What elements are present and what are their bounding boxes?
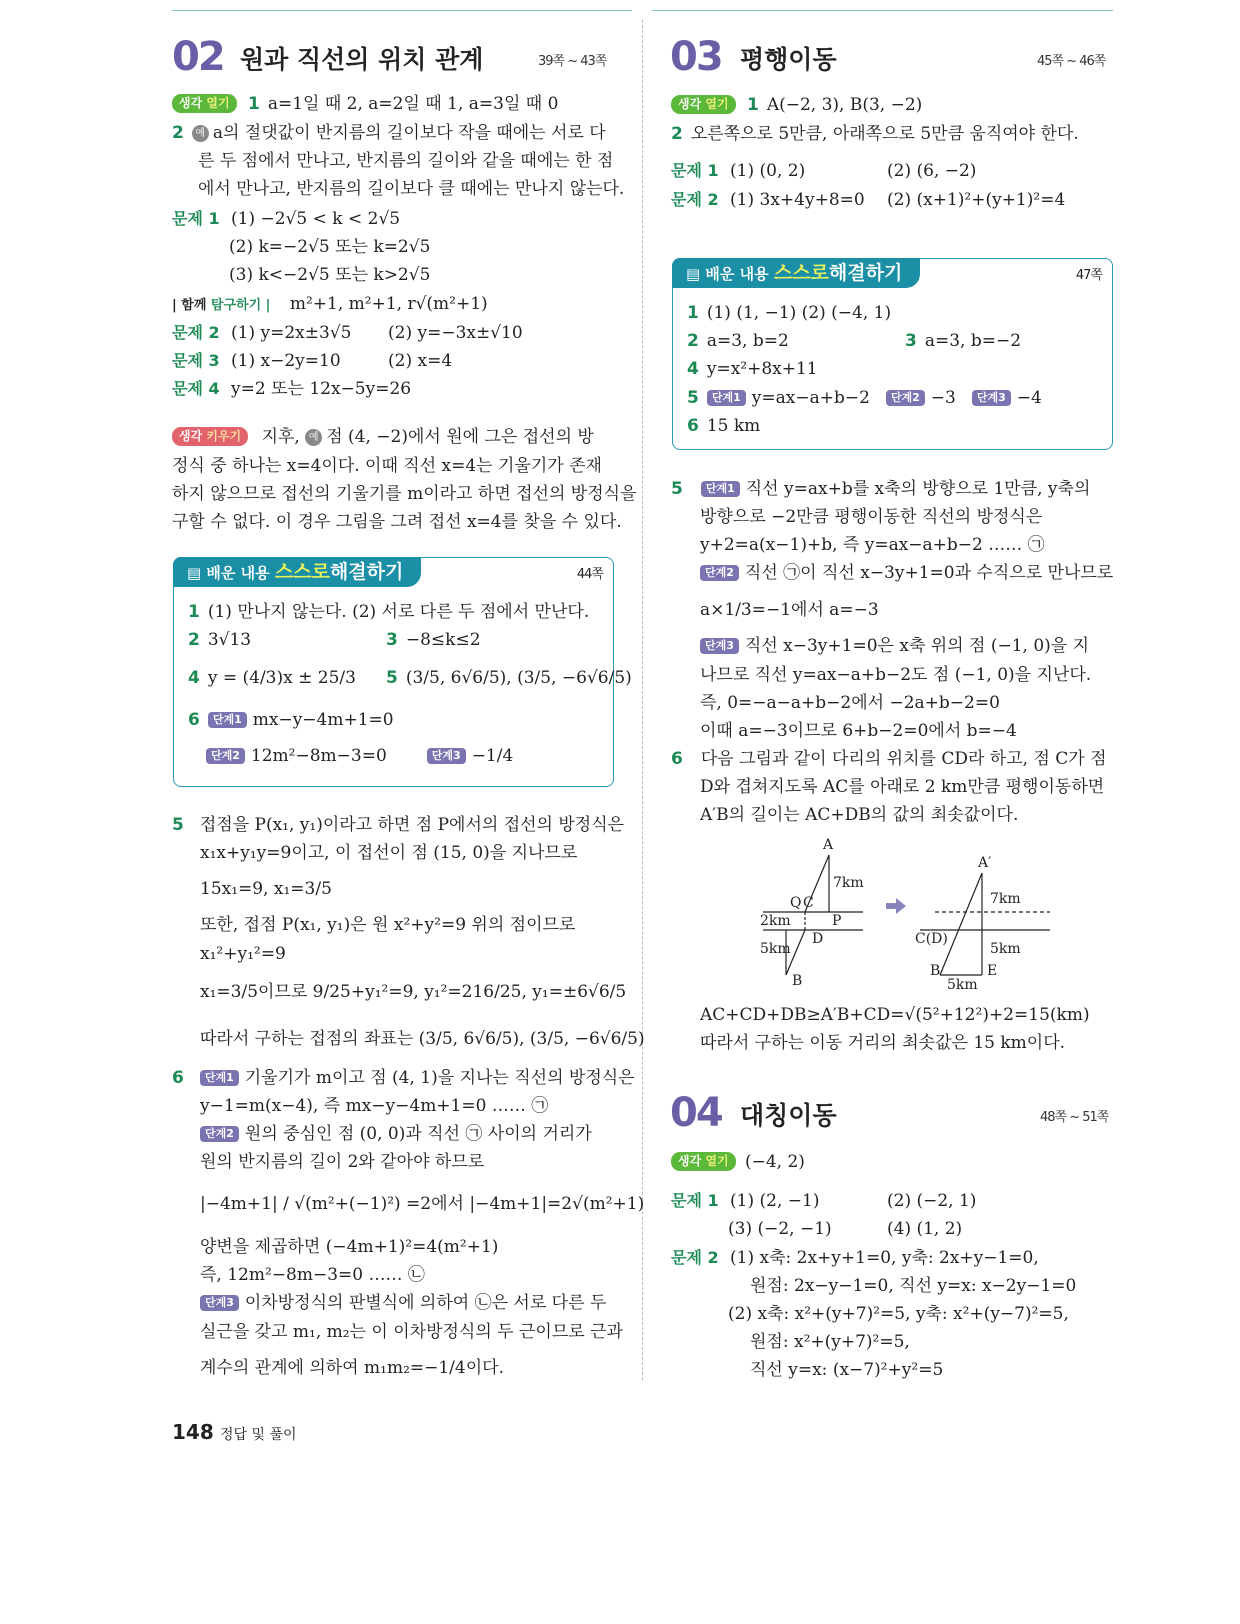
top-rule-right: [652, 10, 1113, 11]
self-check-box: [173, 557, 632, 787]
figure-label: B: [792, 973, 803, 989]
solution-5-line: y+2=a(x−1)+b, 즉 y=ax−a+b−2 …… ㉠: [700, 535, 1045, 555]
footer-label: 정답 및 풀이: [220, 1427, 297, 1443]
answer: (2) (6, −2): [887, 161, 977, 181]
solution-5-line: x₁²+y₁²=9: [200, 944, 286, 964]
box-item: 3 a=3, b=−2: [905, 331, 1022, 351]
problem-4: [172, 375, 411, 403]
solution-6-line: 단계2 원의 중심인 점 (0, 0)과 직선 ㉠ 사이의 거리가: [200, 1120, 592, 1148]
answer: (2) y=−3x±√10: [388, 323, 523, 343]
solution-5-line: 방향으로 −2만큼 평행이동한 직선의 방정식은: [700, 507, 1043, 527]
answer: m²+1, m²+1, r√(m²+1): [289, 294, 488, 314]
section-number: 04: [670, 1090, 722, 1136]
open-item-2: 2 오른쪽으로 5만큼, 아래쪽으로 5만큼 움직여야 한다.: [671, 124, 1079, 144]
problem-2: 문제 2 (1) x축: 2x+y+1=0, y축: 2x+y−1=0,: [671, 1248, 1039, 1268]
open-item-2: [172, 119, 606, 147]
figure-label: 2km: [760, 913, 791, 929]
figure-label: E: [987, 963, 998, 979]
text: 점 (4, −2)에서 원에 그은 접선의 방: [326, 427, 594, 447]
problem-2: 문제 2 (1) 3x+4y+8=0: [671, 190, 865, 210]
box-item: 6 15 km: [687, 416, 761, 436]
figure-label: P: [832, 913, 842, 929]
box-item: 5 (3/5, 6√6/5), (3/5, −6√6/5): [386, 668, 632, 688]
box-item: 6 단계1 mx−y−4m+1=0: [188, 710, 394, 730]
box-header: ▤ 배운 내용 스스로해결하기: [173, 557, 421, 587]
answer: (2) (x+1)²+(y+1)²=4: [887, 190, 1066, 210]
figure-label: 7km: [833, 875, 864, 891]
answer: (2) (−2, 1): [887, 1191, 977, 1211]
figure-label: 7km: [990, 891, 1021, 907]
solution-5-line: 5 접점을 P(x₁, y₁)이라고 하면 점 P에서의 접선의 방정식은: [172, 815, 625, 835]
problem-label: 문제 2: [172, 323, 220, 342]
answer: 직선 y=x: (x−7)²+y²=5: [750, 1360, 944, 1380]
solution-5-line: 단계2 직선 ㉠이 직선 x−3y+1=0과 수직으로 만나므로: [700, 559, 1113, 587]
solution-6-line: 즉, 12m²−8m−3=0 …… ㉡: [200, 1265, 425, 1285]
open-item-1: [172, 90, 558, 118]
solution-5-line: 이때 a=−3이므로 6+b−2=0에서 b=−4: [700, 721, 1017, 741]
solution-5-line: 따라서 구하는 접점의 좌표는 (3/5, 6√6/5), (3/5, −6√6/5): [200, 1029, 645, 1049]
open-badge: 생각 열기: [172, 94, 237, 113]
answer: (2) k=−2√5 또는 k=2√5: [229, 237, 431, 257]
solution-6-line: AC+CD+DB≥A′B+CD=√(5²+12²)+2=15(km): [700, 1005, 1090, 1025]
example-icon: 예: [192, 125, 209, 142]
answer: (4) (1, 2): [887, 1219, 963, 1239]
problem-label: 문제 4: [172, 379, 220, 398]
problem-1: [172, 205, 400, 233]
section-pages: 39쪽 ~ 43쪽: [538, 54, 607, 69]
top-rule-left: [172, 10, 632, 11]
box-item: 4 y = (4/3)x ± 25/3: [188, 668, 356, 688]
section-title: 평행이동: [740, 45, 837, 74]
solution-5-line: x₁=3/5이므로 9/25+y₁²=9, y₁²=216/25, y₁=±6√6/5: [200, 982, 627, 1002]
solution-6-line: y−1=m(x−4), 즉 mx−y−4m+1=0 …… ㉠: [200, 1096, 549, 1116]
self-check-box: [672, 258, 1113, 450]
think-badge: 생각 키우기: [172, 427, 248, 446]
open-item: 생각 열기 (−4, 2): [671, 1148, 805, 1176]
arrow-right-icon: [886, 898, 906, 914]
solution-5-line: 15x₁=9, x₁=3/5: [200, 879, 332, 899]
page-number: 148: [172, 1420, 214, 1444]
figure-label: C(D): [915, 931, 948, 947]
figure-label: Q: [790, 895, 802, 911]
bridge-figure: [750, 835, 1050, 995]
segment-AB: [940, 873, 982, 975]
solution-6-line: 따라서 구하는 이동 거리의 최솟값은 15 km이다.: [700, 1033, 1066, 1053]
section-number: 02: [172, 34, 224, 80]
box-item: 4 y=x²+8x+11: [687, 359, 818, 379]
answer-line: 에서 만나고, 반지름의 길이보다 클 때에는 만나지 않는다.: [198, 179, 625, 199]
answer: (1) −2√5 < k < 2√5: [231, 209, 401, 229]
solution-6-line: 6 다음 그림과 같이 다리의 위치를 CD라 하고, 점 C가 점: [671, 749, 1107, 769]
text: 지후,: [261, 427, 300, 447]
answer: (2) x=4: [388, 351, 453, 371]
figure-label: 5km: [947, 977, 978, 993]
solution-6-line: 실근을 갖고 m₁, m₂는 이 이차방정식의 두 근이므로 근과: [200, 1322, 623, 1342]
column-divider: [642, 20, 643, 1380]
think-line: 정식 중 하나는 x=4이다. 이때 직선 x=4는 기울기가 존재: [172, 456, 602, 476]
section-title: 원과 직선의 위치 관계: [240, 45, 484, 74]
think-line-1: [172, 423, 594, 451]
box-item: 1 (1) (1, −1) (2) (−4, 1): [687, 303, 892, 323]
problem-label: 문제 1: [172, 209, 220, 228]
solution-6-line: D와 겹쳐지도록 AC를 아래로 2 km만큼 평행이동하면: [700, 777, 1105, 797]
figure-label: B: [930, 963, 941, 979]
solution-6-line: |−4m+1| / √(m²+(−1)²) =2에서 |−4m+1|=2√(m²+1): [200, 1194, 645, 1214]
box-item: 2 a=3, b=2: [687, 331, 789, 351]
answer: y=2 또는 12x−5y=26: [231, 379, 412, 399]
solution-6-line: A′B의 길이는 AC+DB의 값의 최솟값이다.: [700, 805, 1019, 825]
box-item: 5 단계1 y=ax−a+b−2 단계2 −3 단계3 −4: [687, 388, 1042, 408]
box-item: 3 −8≤k≤2: [386, 630, 481, 650]
answer: 원점: x²+(y+7)²=5,: [750, 1332, 910, 1352]
box-item: 2 3√13: [188, 630, 252, 650]
box-page: 44쪽: [576, 567, 603, 582]
solution-5-line: 5 단계1 직선 y=ax+b를 x축의 방향으로 1만큼, y축의: [671, 479, 1091, 499]
step-badge: 단계1: [208, 712, 247, 728]
solution-6-line: 원의 반지름의 길이 2와 같아야 하므로: [200, 1152, 485, 1172]
figure-label: 5km: [760, 941, 791, 957]
example-icon: 예: [305, 429, 322, 446]
problem-3: [172, 347, 341, 375]
figure-label: 5km: [990, 941, 1021, 957]
answer-line: a의 절댓값이 반지름의 길이보다 작을 때에는 서로 다: [212, 123, 606, 143]
open-badge: 생각 열기: [671, 1152, 736, 1171]
figure-label: D: [812, 931, 824, 947]
box-item: 단계2 12m²−8m−3=0 단계3 −1/4: [206, 742, 513, 770]
step-badge: 단계2: [206, 748, 245, 764]
answer: (2) x축: x²+(y+7)²=5, y축: x²+(y−7)²=5,: [728, 1304, 1069, 1324]
solution-5-line: 나므로 직선 y=ax−a+b−2도 점 (−1, 0)을 지난다.: [700, 665, 1092, 685]
explore: [172, 290, 488, 318]
box-item: 1 (1) 만나지 않는다. (2) 서로 다른 두 점에서 만난다.: [188, 602, 590, 622]
explore-label: | 함께 탐구하기 |: [172, 298, 271, 313]
answer: (3) k<−2√5 또는 k>2√5: [229, 265, 431, 285]
solution-6-line: 단계3 이차방정식의 판별식에 의하여 ㉡은 서로 다른 두: [200, 1289, 606, 1317]
answer: (1) x−2y=10: [231, 351, 341, 371]
problem-1: 문제 1 (1) (0, 2): [671, 161, 806, 181]
answer: (1) y=2x±3√5: [231, 323, 352, 343]
open-badge: 생각 열기: [671, 95, 736, 114]
item-number: 1: [247, 94, 260, 114]
solution-6-line: 계수의 관계에 의하여 m₁m₂=−1/4이다.: [200, 1358, 504, 1378]
solution-6-line: 양변을 제곱하면 (−4m+1)²=4(m²+1): [200, 1237, 499, 1257]
answer: (3) (−2, −1): [728, 1219, 832, 1239]
solution-5-line: x₁x+y₁y=9이고, 이 접선이 점 (15, 0)을 지나므로: [200, 843, 578, 863]
figure-label: C: [803, 895, 814, 911]
box-header: ▤ 배운 내용 스스로해결하기: [672, 258, 920, 288]
think-line: 하지 않으므로 접선의 기울기를 m이라고 하면 접선의 방정식을: [172, 484, 637, 504]
solution-6-line: 6 단계1 기울기가 m이고 점 (4, 1)을 지나는 직선의 방정식은: [172, 1068, 635, 1088]
section-number: 03: [670, 34, 722, 80]
answer: a=1일 때 2, a=2일 때 1, a=3일 때 0: [267, 94, 559, 114]
solution-5-line: 또한, 접점 P(x₁, y₁)은 원 x²+y²=9 위의 점이므로: [200, 915, 576, 935]
figure-label: A: [823, 837, 834, 853]
answer-line: 른 두 점에서 만나고, 반지름의 길이와 같을 때에는 한 점: [198, 151, 614, 171]
section-pages: 48쪽 ~ 51쪽: [1040, 1110, 1109, 1125]
box-page: 47쪽: [1075, 268, 1102, 283]
open-item-1: 생각 열기 1 A(−2, 3), B(3, −2): [671, 91, 922, 119]
solution-5-line: a×1/3=−1에서 a=−3: [700, 600, 879, 620]
item-number: 2: [172, 123, 184, 143]
section-pages: 45쪽 ~ 46쪽: [1037, 54, 1106, 69]
problem-1: 문제 1 (1) (2, −1): [671, 1191, 820, 1211]
step-badge: 단계3: [427, 748, 466, 764]
figure-label: A′: [978, 855, 992, 871]
answer: 원점: 2x−y−1=0, 직선 y=x: x−2y−1=0: [750, 1276, 1077, 1296]
think-line: 구할 수 없다. 이 경우 그림을 그려 접선 x=4를 찾을 수 있다.: [172, 512, 622, 532]
problem-label: 문제 3: [172, 351, 220, 370]
problem-2: [172, 319, 351, 347]
solution-5-line: 즉, 0=−a−a+b−2에서 −2a+b−2=0: [700, 693, 1000, 713]
solution-5-line: 단계3 직선 x−3y+1=0은 x축 위의 점 (−1, 0)을 지: [700, 632, 1089, 660]
section-title: 대칭이동: [740, 1101, 837, 1130]
